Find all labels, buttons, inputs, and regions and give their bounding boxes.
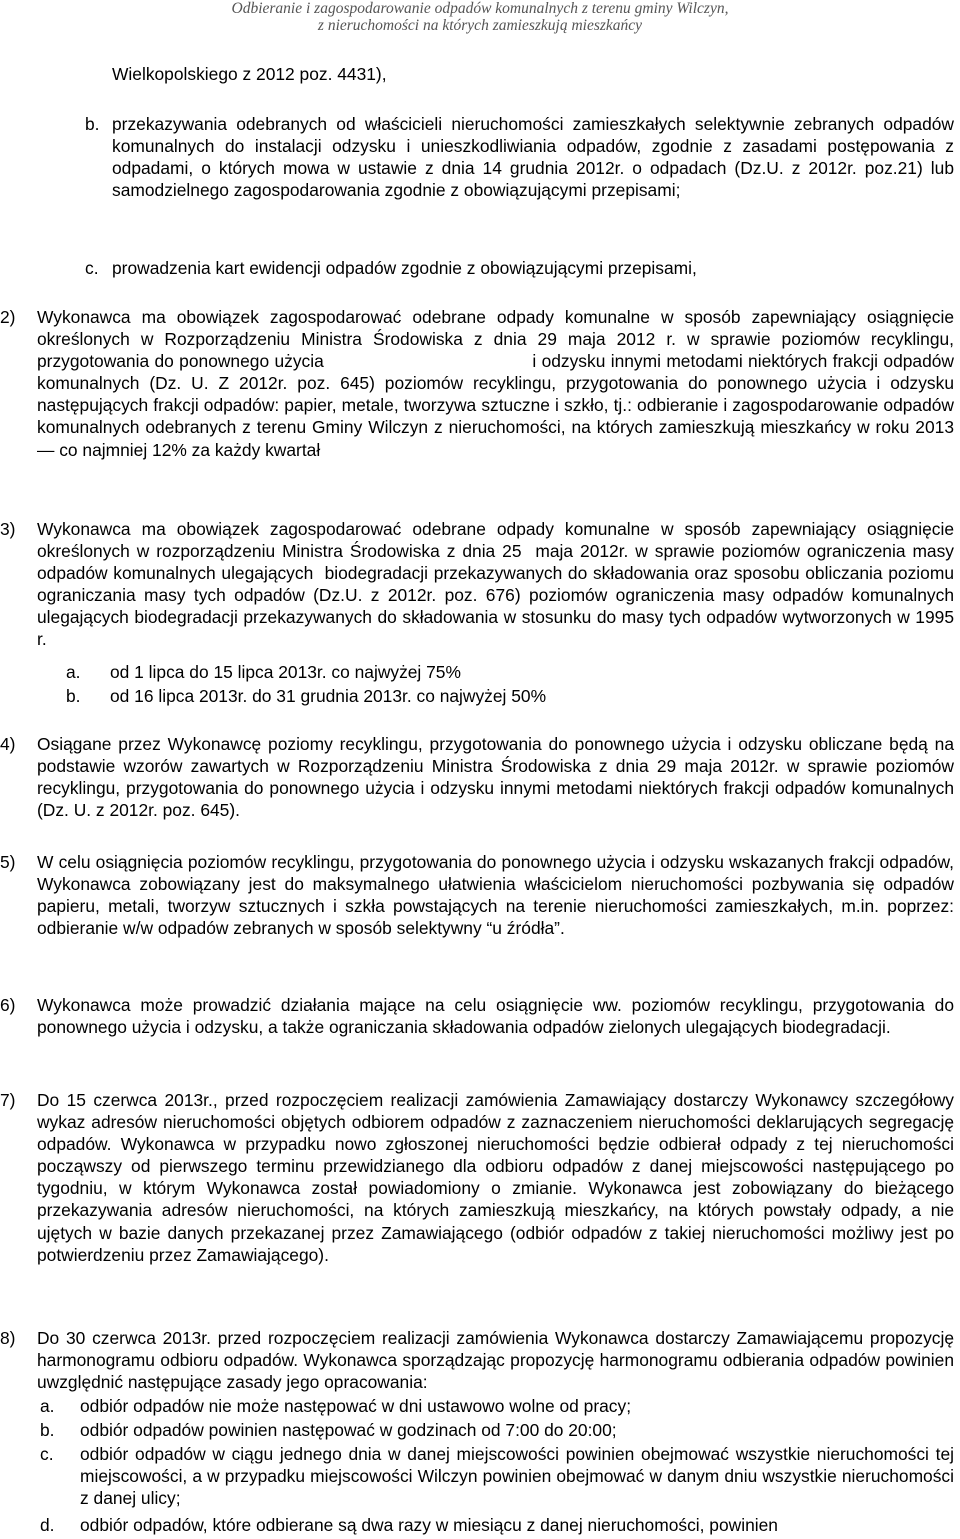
item-c-marker: c.: [85, 258, 99, 278]
point-5-number: 5): [0, 852, 16, 872]
header-line-2: z nieruchomości na których zamieszkują mieszkańcy: [317, 17, 643, 34]
point-3-sub-b-text: od 16 lipca 2013r. do 31 grudnia 2013r. co najwyżej 50%: [110, 686, 547, 706]
point-8-sub-a-text: odbiór odpadów nie może następować w dni ustawowo wolne od pracy;: [80, 1396, 632, 1416]
point-8-sub-b-marker: b.: [40, 1420, 55, 1440]
point-8-sub-a-marker: a.: [40, 1396, 55, 1416]
point-8-sub-c-text: odbiór odpadów w ciągu jednego dnia w danej miejscowości powinien obejmować wszystkie nieruchomości tej miejscowości, a w przypadku miejscowości Wilczyn powinien obejmować w danym dniu wszystkie nieruchomości z danej ulicy;: [80, 1444, 954, 1509]
point-3-sub-b-marker: b.: [66, 686, 81, 706]
item-b-marker: b.: [85, 114, 100, 134]
point-8-sub-c-marker: c.: [40, 1444, 54, 1464]
point-3-sub-a-text: od 1 lipca do 15 lipca 2013r. co najwyżej 75%: [110, 662, 461, 682]
point-3-number: 3): [0, 519, 16, 539]
item-b-text: przekazywania odebranych od właścicieli nieruchomości zamieszkałych selektywnie zebranych odpadów komunalnych do instalacji odzysku i unieszkodliwiania odpadów, zgodnie z zasadami postępowania z odpadami, o których mowa w ustawie z dnia 14 grudnia 2012r. o odpadach (Dz.U. z 2012r. poz.21) lub samodzielnego zagospodarowania zgodnie z obowiązującymi przepisami;: [112, 114, 954, 201]
point-7-text: Do 15 czerwca 2013r., przed rozpoczęciem realizacji zamówienia Zamawiający dostarczy Wykonawcy szczegółowy wykaz adresów nieruchomości objętych odbiorem odpadów z zaznaczeniem nieruchomości deklarujących segregację odpadów. Wykonawca w przypadku nowo zgłoszonej nieruchomości będzie odbierał odpady z tej nieruchomości począwszy od pierwszego terminu przewidzianego dla odbioru odpadów z danej miejscowości następującego po tygodniu, w którym Wykonawca został powiadomiony o zmianie. Wykonawca jest zobowiązany do bieżącego przekazywania adresów nieruchomości, na których zamieszkują mieszkańcy, na których powstały odpady, a nie ujętych w bazie danych przekazanej przez Zamawiającego (odbiór odpadów z takiej nieruchomości możliwy jest po potwierdzeniu przez Zamawiającego).: [37, 1090, 954, 1265]
point-8-sub-d-text: odbiór odpadów, które odbierane są dwa razy w miesiącu z danej nieruchomości, powinien: [80, 1515, 778, 1535]
point-4-number: 4): [0, 734, 16, 754]
point-3-sub-a-marker: a.: [66, 662, 81, 682]
point-8-number: 8): [0, 1328, 16, 1348]
point-8-sub-d-marker: d.: [40, 1515, 55, 1535]
item-c-text: prowadzenia kart ewidencji odpadów zgodnie z obowiązującymi przepisami,: [112, 258, 697, 278]
point-6-text: Wykonawca może prowadzić działania mające na celu osiągnięcie ww. poziomów recyklingu, przygotowania do ponownego użycia i odzysku, a także ograniczania składowania odpadów zielonych ulegających biodegradacji.: [37, 995, 954, 1038]
point-2-number: 2): [0, 307, 16, 327]
point-2-text: Wykonawca ma obowiązek zagospodarować odebrane odpady komunalne w sposób zapewniający osiągnięcie określonych w Rozporządzeniu Ministra Środowiska z dnia 29 maja 2012 r. w sprawie poziomów recyklingu, przygotowania do ponownego użycia i odzysku innymi metodami niektórych frakcji odpadów komunalnych (Dz. U. Z 2012r. poz. 645) poziomów recyklingu, przygotowania do ponownego użycia i odzysku następujących frakcji odpadów: papier, metale, tworzywa sztuczne i szkło, tj.: odbieranie i zagospodarowanie odpadów komunalnych odebranych z terenu Gminy Wilczyn z nieruchomości, na których zamieszkują mieszkańcy w roku 2013 — co najmniej 12% za każdy kwartał: [37, 307, 959, 460]
point-8-text: Do 30 czerwca 2013r. przed rozpoczęciem realizacji zamówienia Wykonawca dostarczy Zamawiającemu propozycję harmonogramu odbioru odpadów. Wykonawca sporządzając propozycję harmonogramu odbierania odpadów powinien uwzględnić następujące zasady jego opracowania:: [37, 1328, 954, 1393]
point-5-text: W celu osiągnięcia poziomów recyklingu, przygotowania do ponownego użycia i odzysku wskazanych frakcji odpadów, Wykonawca zobowiązany jest do maksymalnego ułatwienia właścicielom nieruchomości pozbywania się odpadów papieru, metali, tworzyw sztucznych i szkła powstających na terenie nieruchomości zamieszkałych, m.in. poprzez: odbieranie w/w odpadów zebranych w sposób selektywny “u źródła”.: [37, 852, 954, 939]
point-7-number: 7): [0, 1090, 16, 1110]
point-4-text: Osiągane przez Wykonawcę poziomy recyklingu, przygotowania do ponownego użycia i odzysku obliczane będą na podstawie wzorów zawartych w Rozporządzeniu Ministra Środowiska z dnia 29 maja 2012r. w sprawie poziomów recyklingu, przygotowania do ponownego użycia i odzysku innymi metodami niektórych frakcji odpadów komunalnych (Dz. U. z 2012r. poz. 645).: [37, 734, 954, 821]
point-6-number: 6): [0, 995, 16, 1015]
point-8-sub-b-text: odbiór odpadów powinien następować w godzinach od 7:00 do 20:00;: [80, 1420, 617, 1440]
intro-continuation: Wielkopolskiego z 2012 poz. 4431),: [112, 64, 387, 84]
point-3-text: Wykonawca ma obowiązek zagospodarować odebrane odpady komunalne w sposób zapewniający osiągnięcie określonych w rozporządzeniu Ministra Środowiska z dnia 25 maja 2012r. w sprawie poziomów ograniczenia masy odpadów komunalnych ulegających biodegradacji przekazywanych do składowania oraz sposobu obliczania poziomu ograniczania masy tych odpadów (Dz.U. z 2012r. poz. 676) poziomów ograniczenia masy odpadów komunalnych ulegających biodegradacji przekazywanych do składowania w stosunku do masy tych odpadów wytworzonych w 1995 r.: [37, 519, 959, 650]
header-line-1: Odbieranie i zagospodarowanie odpadów komunalnych z terenu gminy Wilczyn,: [231, 0, 729, 17]
